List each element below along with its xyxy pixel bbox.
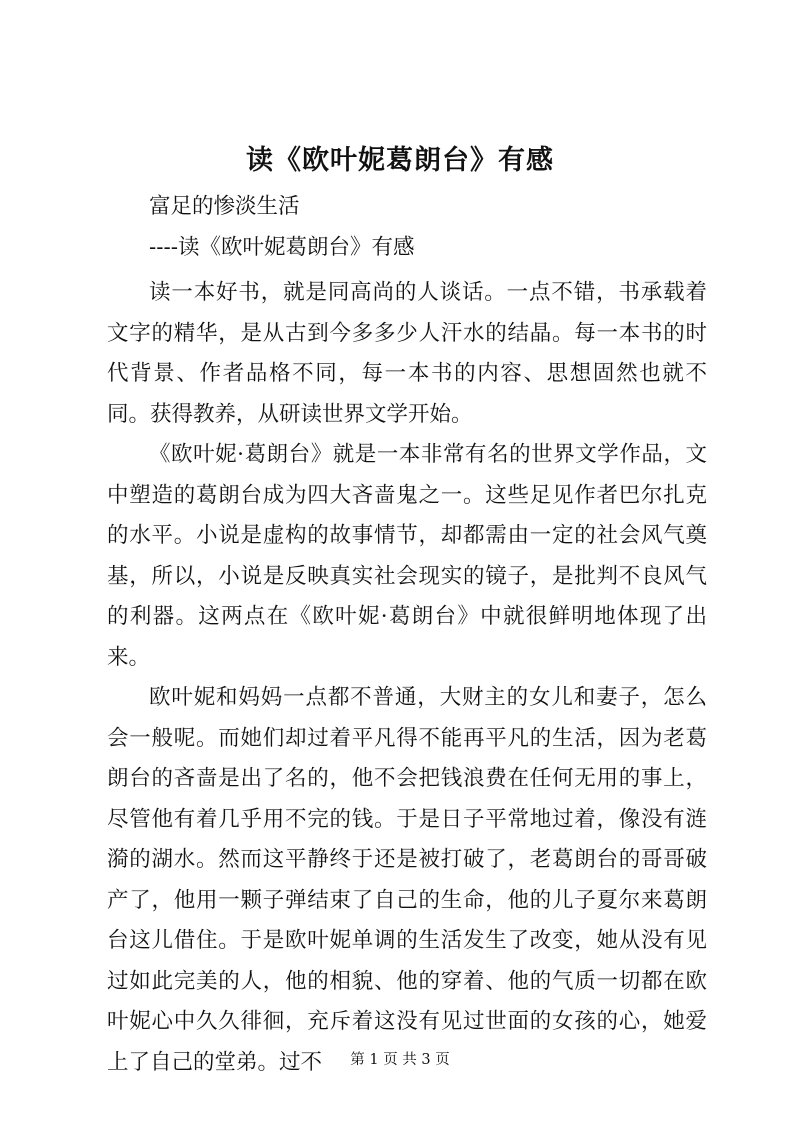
paragraph-3: 欧叶妮和妈妈一点都不普通，大财主的女儿和妻子，怎么会一般呢。而她们却过着平凡得不能再平凡的生活，因为老葛朗台的吝啬是出了名的，他不会把钱浪费在任何无用的事上，尽管他有着几乎用不完的钱。于是日子平常地过着，像没有涟漪的湖水。然而这平静终于还是被打破了，老葛朗台的哥哥破产了，他用一颗子弹结束了自己的生命，他的儿子夏尔来葛朗台这儿借住。于是欧叶妮单调的生活发生了改变，她从没有见过如此完美的人，他的相貌、他的穿着、他的气质一切都在欧叶妮心中久久徘徊，充斥着这没有见过世面的女孩的心，她爱上了自己的堂弟。过不 — [107, 685, 707, 1075]
document-title: 读《欧叶妮葛朗台》有感 — [246, 145, 554, 176]
document-body — [107, 273, 707, 1083]
document-subtitle: 富足的惨淡生活 — [149, 194, 300, 219]
document-subheading: ----读《欧叶妮葛朗台》有感 — [149, 235, 415, 260]
page-footer: 第 1 页 共 3 页 — [350, 1052, 450, 1068]
paragraph-1: 读一本好书，就是同高尚的人谈话。一点不错，书承载着文字的精华，是从古到今多多少人汗水的结晶。每一本书的时代背景、作者品格不同，每一本书的内容、思想固然也就不同。获得教养，从研读世界文学开始。 — [107, 280, 707, 427]
paragraph-2: 《欧叶妮·葛朗台》就是一本非常有名的世界文学作品，文中塑造的葛朗台成为四大吝啬鬼之一。这些足见作者巴尔扎克的水平。小说是虚构的故事情节，却都需由一定的社会风气奠基，所以，小说是反映真实社会现实的镜子，是批判不良风气的利器。这两点在《欧叶妮·葛朗台》中就很鲜明地体现了出来。 — [107, 442, 707, 670]
